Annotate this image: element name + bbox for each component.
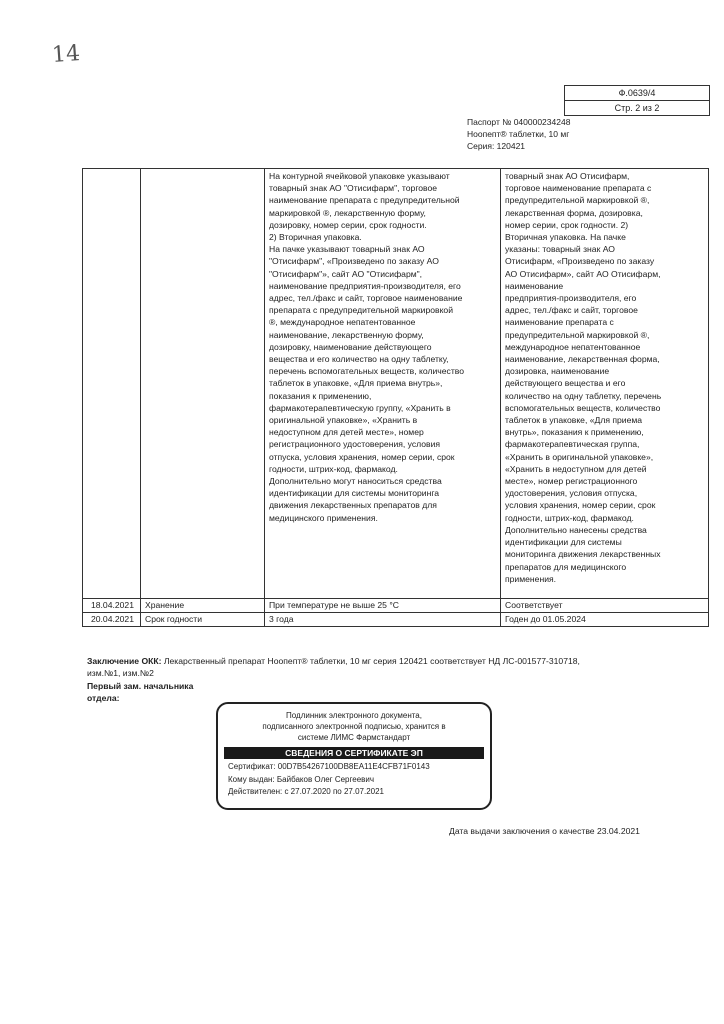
handwritten-page-number: 14	[51, 41, 81, 68]
table-row	[83, 613, 709, 627]
text-line: перечень вспомогательных веществ, количество	[269, 366, 465, 377]
text-line: Отисифарм, «Произведено по заказу	[505, 256, 655, 267]
text-line: товарный знак АО "Отисифарм", торговое	[269, 183, 438, 194]
stamp-notice	[218, 710, 490, 743]
text-line: На пачке указывают товарный знак АО	[269, 244, 425, 255]
certificate-owner: Кому выдан: Байбаков Олег Сергеевич	[228, 774, 375, 784]
conclusion-text-2: изм.№1, изм.№2	[87, 668, 154, 679]
requirement-cell: При температуре не выше 25 °С	[265, 599, 501, 613]
certificate-validity: Действителен: с 27.07.2020 по 27.07.2021	[228, 787, 384, 796]
issue-date: Дата выдачи заключения о качестве 23.04.2021	[449, 826, 640, 836]
text-line: идентификации для системы	[505, 537, 622, 548]
text-line: "Отисифарм", «Произведено по заказу АО	[269, 256, 439, 267]
text-line: движения лекарственных препаратов для	[269, 500, 437, 511]
stamp-header: СВЕДЕНИЯ О СЕРТИФИКАТЕ ЭП	[224, 747, 484, 759]
text-line: указаны: товарный знак АО	[505, 244, 615, 255]
text-line: предприятия-производителя, его	[505, 293, 637, 304]
text-line: показания к применению,	[269, 390, 372, 401]
conclusion-text: Лекарственный препарат Ноопепт® таблетки, 10 мг серия 120421 соответствует НД ЛС-001577-310718,	[161, 656, 580, 666]
stamp-notice-line: Подлинник электронного документа,	[286, 711, 422, 720]
certificate-number: Сертификат: 00D7B54267100DB8EA11E4CFB71F0143	[228, 762, 430, 771]
text-line: ®, международное непатентованное	[269, 317, 416, 328]
text-line: условия хранения, номер серии, срок	[505, 500, 656, 511]
text-line: Дополнительно могут наноситься средства	[269, 476, 442, 487]
text-line: оригинальной упаковке», «Хранить в	[269, 415, 418, 426]
test-name	[141, 169, 265, 599]
test-name: Хранение	[141, 599, 265, 613]
test-date: 18.04.2021	[83, 599, 141, 613]
text-line: препарата с предупредительной маркировкой	[269, 305, 454, 316]
table-row	[83, 599, 709, 613]
text-line: вспомогательных веществ, количество	[505, 402, 661, 413]
text-line: отпуска, условия хранения, номер серии, срок	[269, 451, 455, 462]
text-line: «Хранить в недоступном для детей	[505, 463, 647, 474]
text-line: удостоверения, условия отпуска,	[505, 488, 638, 499]
text-line: дозировку, номер серии, срок годности.	[269, 219, 427, 230]
text-line: фармакотерапевтическую группу, «Хранить в	[269, 402, 451, 413]
text-line: номер серии, срок годности. 2)	[505, 219, 629, 230]
signer-title: Первый зам. начальника	[87, 680, 194, 691]
text-line: международное непатентованное	[505, 341, 641, 352]
text-line: медицинского применения.	[269, 512, 378, 523]
text-line: препаратов для медицинского	[505, 561, 627, 572]
text-line: маркировкой ®, лекарственную форму,	[269, 207, 426, 218]
text-line: идентификации для системы мониторинга	[269, 488, 440, 499]
result-cell: Годен до 01.05.2024	[501, 613, 709, 627]
text-line: таблеток в упаковке, «Для приема	[505, 415, 643, 426]
page-indicator: Стр. 2 из 2	[565, 100, 709, 115]
text-line: таблеток в упаковке, «Для приема внутрь»,	[269, 378, 443, 389]
table-row	[83, 169, 709, 599]
result-cell	[501, 169, 709, 599]
product-name: Ноопепт® таблетки, 10 мг	[467, 129, 570, 139]
quality-table	[82, 168, 709, 627]
text-line: «Хранить в оригинальной упаковке»,	[505, 451, 654, 462]
text-line: действующего вещества и его	[505, 378, 626, 389]
requirement-cell	[265, 169, 501, 599]
text-line: мониторинга движения лекарственных	[505, 549, 661, 560]
passport-header	[467, 116, 570, 152]
text-line: дозировку, наименование действующего	[269, 341, 432, 352]
text-line: годности, штрих-код, фармакод.	[269, 463, 398, 474]
text-line: Вторичная упаковка. На пачке	[505, 232, 626, 243]
text-line: предупредительной маркировкой ®,	[505, 329, 650, 340]
text-line: Дополнительно нанесены средства	[505, 524, 647, 535]
text-line: наименование, лекарственная форма,	[505, 354, 660, 365]
text-line: На контурной ячейковой упаковке указывают	[269, 171, 450, 181]
requirement-cell: 3 года	[265, 613, 501, 627]
text-line: внутрь», показания к применению,	[505, 427, 644, 438]
text-line: наименование препарата с предупредительной	[269, 195, 460, 206]
text-line: дозировка, наименование	[505, 366, 610, 377]
text-line: адрес, тел./факс и сайт, торговое	[505, 305, 638, 316]
series-number: Серия: 120421	[467, 141, 526, 151]
text-line: наименование предприятия-производителя, его	[269, 280, 461, 291]
text-line: торговое наименование препарата с	[505, 183, 652, 194]
electronic-signature-stamp	[216, 702, 492, 810]
text-line: "Отисифарм"», сайт АО "Отисифарм",	[269, 268, 423, 279]
text-line: фармакотерапевтическая группа,	[505, 439, 640, 450]
text-line: товарный знак АО Отисифарм,	[505, 171, 630, 181]
stamp-notice-line: подписанного электронной подписью, хранится в	[262, 722, 446, 731]
stamp-notice-line: системе ЛИМС Фармстандарт	[297, 733, 411, 742]
test-date: 20.04.2021	[83, 613, 141, 627]
text-line: наименование, лекарственную форму,	[269, 329, 424, 340]
text-line: лекарственная форма, дозировка,	[505, 207, 643, 218]
form-code: Ф.0639/4	[618, 88, 656, 98]
result-cell: Соответствует	[501, 599, 709, 613]
conclusion-label: Заключение ОКК:	[87, 656, 162, 666]
form-code-box	[564, 85, 710, 116]
signer-department: отдела:	[87, 693, 120, 704]
passport-number: Паспорт № 040000234248	[467, 117, 571, 127]
text-line: годности, штрих-код, фармакод.	[505, 512, 634, 523]
text-line: 2) Вторичная упаковка.	[269, 232, 362, 243]
text-line: недоступном для детей месте», номер	[269, 427, 424, 438]
text-line: адрес, тел./факс и сайт, торговое наименование	[269, 293, 463, 304]
text-line: наименование	[505, 280, 564, 291]
text-line: применения.	[505, 573, 557, 584]
text-line: предупредительной маркировкой ®,	[505, 195, 650, 206]
text-line: количество на одну таблетку, перечень	[505, 390, 662, 401]
text-line: регистрационного удостоверения, условия	[269, 439, 441, 450]
conclusion-line	[87, 655, 697, 667]
text-line: АО Отисифарм», сайт АО Отисифарм,	[505, 268, 661, 279]
test-date	[83, 169, 141, 599]
conclusion-block	[87, 655, 697, 705]
text-line: месте», номер регистрационного	[505, 476, 638, 487]
text-line: наименование препарата с	[505, 317, 614, 328]
text-line: вещества и его количество на одну таблетку,	[269, 354, 449, 365]
test-name: Срок годности	[141, 613, 265, 627]
